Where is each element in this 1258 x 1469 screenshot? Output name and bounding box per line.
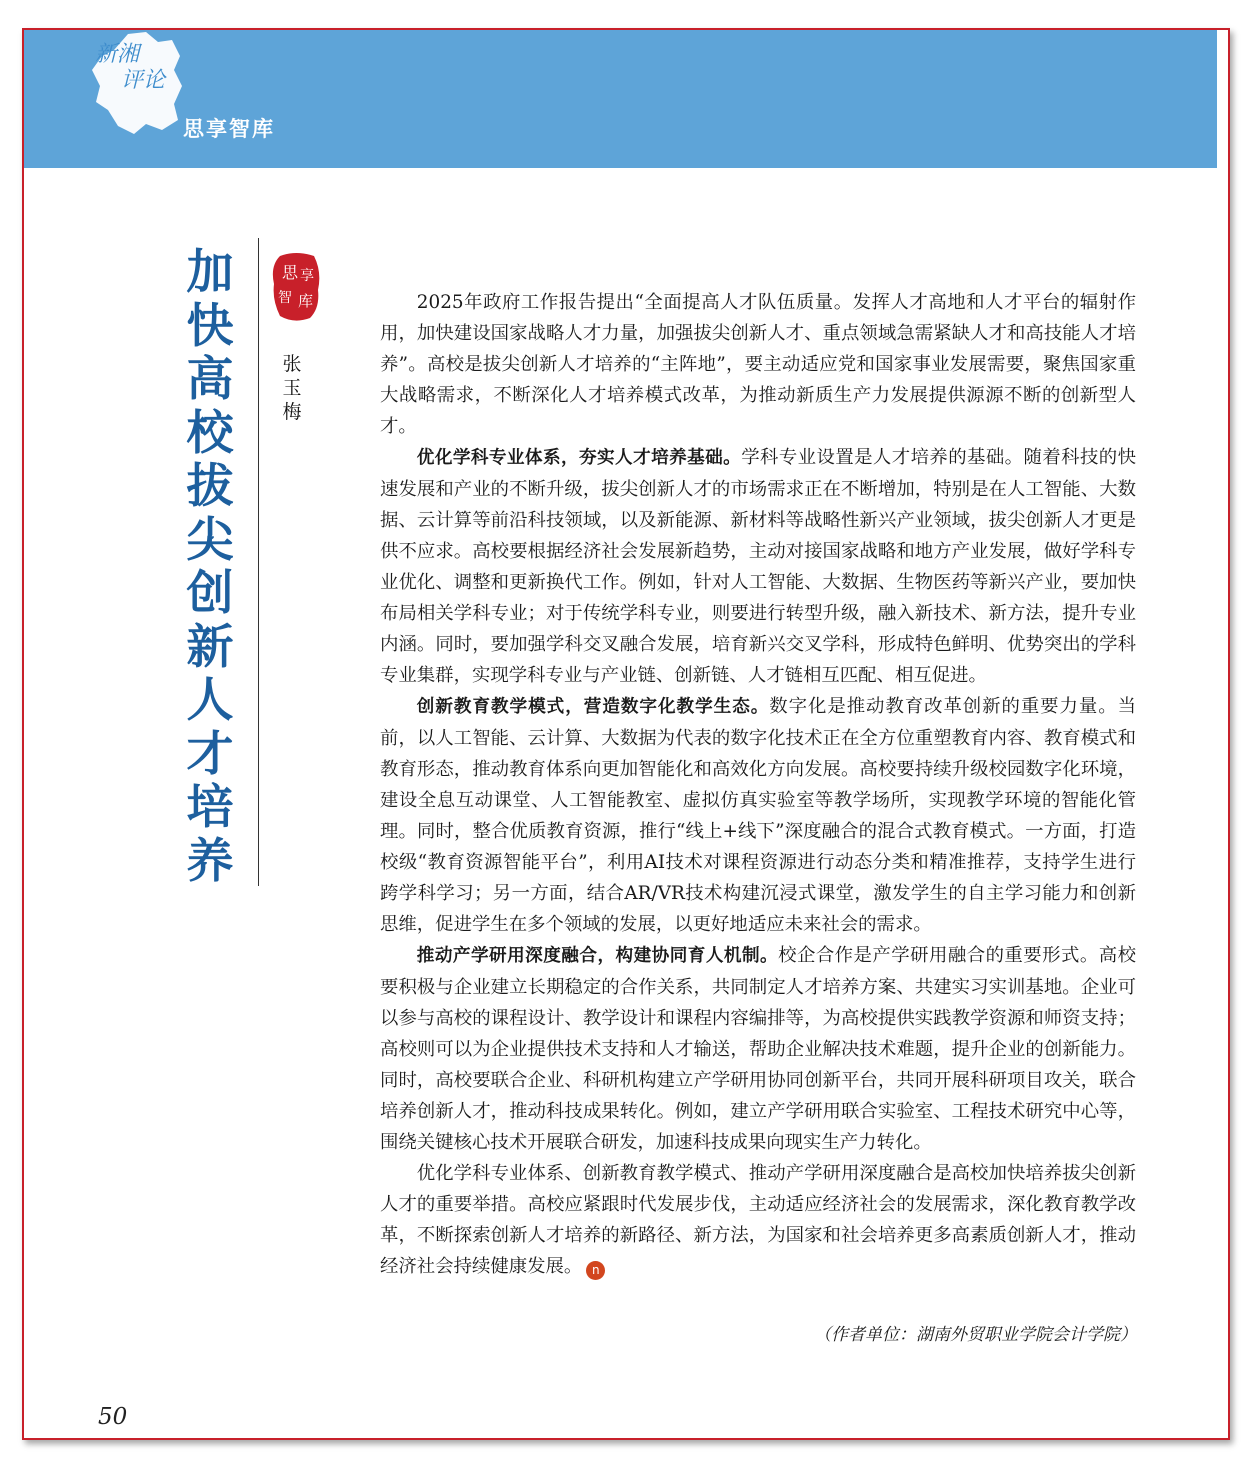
title-char: 高: [186, 352, 234, 407]
paragraph-lead: 创新教育教学模式，营造数字化教学生态。: [416, 697, 770, 717]
author-char: 张: [282, 353, 302, 375]
end-mark-icon: n: [586, 1261, 605, 1280]
paragraph: [380, 442, 1136, 691]
author-char: 梅: [282, 401, 302, 423]
paragraph: [380, 940, 1136, 1158]
paragraph: [380, 1158, 1136, 1282]
paragraph-text: 2025年政府工作报告提出“全面提高人才队伍质量。发挥人才高地和人才平台的辐射作用，加快建设国家战略人才力量，加强拔尖创新人才、重点领域急需紧缺人才和高技能人才培养”。高校是拔尖创新人才培养的“主阵地”，要主动适应党和国家事业发展需要，聚焦国家重大战略需求，不断深化人才培养模式改革，为推动新质生产力发展提供源源不断的创新型人才。: [380, 292, 1136, 437]
article-body: [380, 287, 1136, 1282]
paragraph-text: 学科专业设置是人才培养的基础。随着科技的快速发展和产业的不断升级，拔尖创新人才的市场需求正在不断增加，特别是在人工智能、大数据、云计算等前沿科技领域，以及新能源、新材料等战略性新兴产业领域，拔尖创新人才更是供不应求。高校要根据经济社会发展新趋势，主动对接国家战略和地方产业发展，做好学科专业优化、调整和更新换代工作。例如，针对人工智能、大数据、生物医药等新兴产业，要加快布局相关学科专业；对于传统学科专业，则要进行转型升级，融入新技术、新方法，提升专业内涵。同时，要加强学科交叉融合发展，培育新兴交叉学科，形成特色鲜明、优势突出的学科专业集群，实现学科专业与产业链、创新链、人才链相互匹配、相互促进。: [380, 447, 1136, 686]
paragraph-lead: 优化学科专业体系，夯实人才培养基础。: [416, 448, 742, 468]
page-number: 50: [98, 1404, 128, 1430]
header-band: [24, 30, 1217, 168]
title-char: 尖: [186, 512, 234, 568]
paragraph: [380, 287, 1136, 442]
svg-text:库: 库: [298, 292, 314, 310]
title-char: 加: [186, 245, 234, 300]
svg-text:思: 思: [282, 263, 299, 282]
seal-stamp-icon: [270, 250, 322, 322]
author: [282, 352, 302, 424]
logo-line: 新湘: [95, 42, 140, 67]
article-title: [180, 246, 240, 888]
title-char: 培: [186, 780, 234, 835]
paragraph-text: 优化学科专业体系、创新教育教学模式、推动产学研用深度融合是高校加快培养拔尖创新人才的重要举措。高校应紧跟时代发展步伐，主动适应经济社会的发展需求，深化教育教学改革，不断探索创新人才培养的新路径、新方法，为国家和社会培养更多高素质创新人才，推动经济社会持续健康发展。: [380, 1163, 1136, 1277]
logo-line: 评论: [121, 68, 166, 93]
title-char: 创: [186, 566, 234, 621]
paragraph-text: 数字化是推动教育改革创新的重要力量。当前，以人工智能、云计算、大数据为代表的数字化技术正在全方位重塑教育内容、教育模式和教育形态，推动教育体系向更加智能化和高效化方向发展。高校要持续升级校园数字化环境，建设全息互动课堂、人工智能教室、虚拟仿真实验室等教学场所，实现教学环境的智能化管理。同时，整合优质教育资源，推行“线上+线下”深度融合的混合式教育模式。一方面，打造校级“教育资源智能平台”，利用AI技术对课程资源进行动态分类和精准推荐，支持学生进行跨学科学习；另一方面，结合AR/VR技术构建沉浸式课堂，激发学生的自主学习能力和创新思维，促进学生在多个领域的发展，以更好地适应未来社会的需求。: [380, 696, 1136, 935]
title-char: 人: [186, 673, 234, 728]
title-char: 养: [186, 833, 234, 889]
svg-text:智: 智: [278, 290, 292, 306]
author-affiliation: （作者单位：湖南外贸职业学院会计学院）: [814, 1325, 1137, 1345]
author-char: 玉: [282, 377, 302, 399]
paragraph-lead: 推动产学研用深度融合，构建协同育人机制。: [416, 946, 779, 966]
title-char: 才: [186, 726, 234, 782]
title-char: 拔: [186, 459, 234, 514]
paragraph-text: 校企合作是产学研用融合的重要形式。高校要积极与企业建立长期稳定的合作关系，共同制定人才培养方案、共建实习实训基地。企业可以参与高校的课程设计、教学设计和课程内容编排等，为高校提供实践教学资源和师资支持；高校则可以为企业提供技术支持和人才输送，帮助企业解决技术难题，提升企业的创新能力。同时，高校要联合企业、科研机构建立产学研用协同创新平台，共同开展科研项目攻关，联合培养创新人才，推动科技成果转化。例如，建立产学研用联合实验室、工程技术研究中心等，围绕关键核心技术开展联合研发，加速科技成果向现实生产力转化。: [380, 945, 1136, 1153]
title-char: 校: [186, 405, 234, 461]
svg-text:享: 享: [300, 268, 314, 284]
title-char: 新: [186, 619, 234, 675]
column-label: 思享智库: [183, 117, 275, 141]
title-divider: [258, 238, 259, 886]
paragraph: [380, 691, 1136, 940]
title-char: 快: [186, 298, 234, 354]
logo-text: [95, 42, 175, 122]
